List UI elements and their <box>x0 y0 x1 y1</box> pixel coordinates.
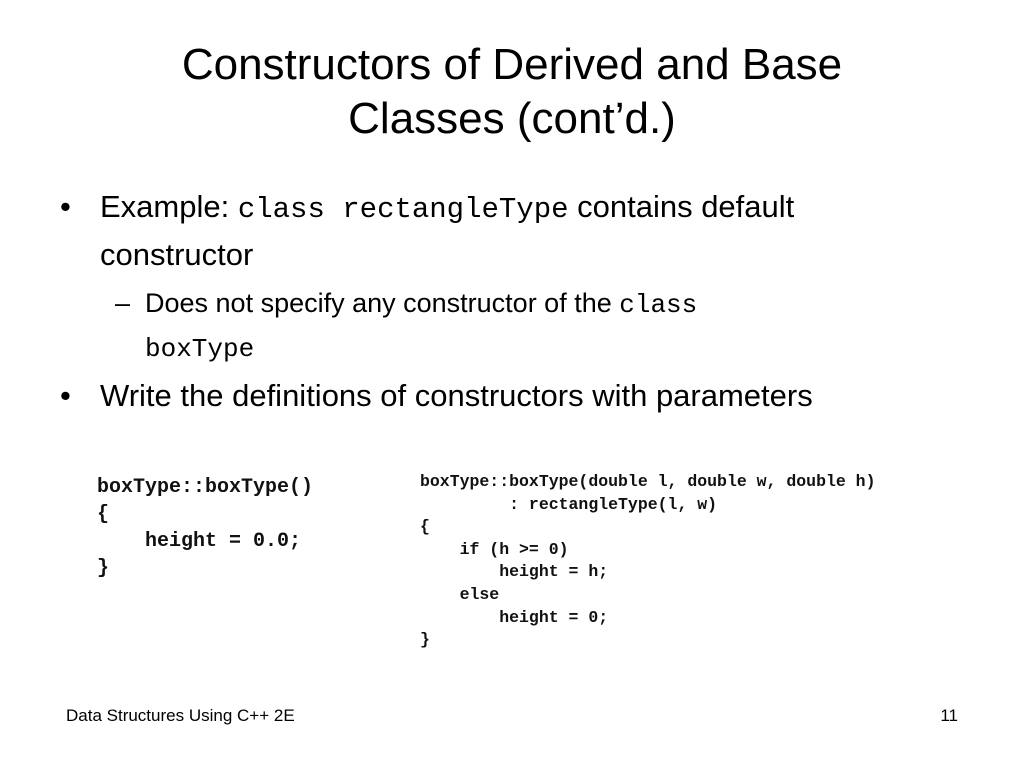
code-default-constructor: boxType::boxType() { height = 0.0; } <box>97 476 314 580</box>
sub-bullet-code-class: class <box>619 290 698 320</box>
bullet-example-line2: constructor <box>100 237 254 272</box>
bullet-example <box>60 184 980 277</box>
code-parameter-constructor: boxType::boxType(double l, double w, double h) : rectangleType(l, w) { if (h >= 0) height = h; else height = 0; } <box>420 472 876 650</box>
bullet-write-definitions-text: Write the definitions of constructors with parameters <box>100 378 813 413</box>
bullet-example-suffix: contains default <box>568 189 795 224</box>
sub-bullet-marker: – <box>115 288 131 318</box>
footer-course-title: Data Structures Using C++ 2E <box>66 706 295 725</box>
bullet-write-definitions <box>60 373 980 418</box>
sub-bullet-constructor-note <box>115 282 945 370</box>
title-line-1: Constructors of Derived and Base <box>181 40 843 89</box>
bullet-marker: • <box>60 189 71 224</box>
sub-bullet-text: Does not specify any constructor of the <box>145 288 620 318</box>
sub-bullet-code-boxtype: boxType <box>145 334 255 364</box>
bullet-example-prefix: Example: <box>100 189 238 224</box>
footer-page-number: 11 <box>940 706 958 725</box>
bullet-example-code: class rectangleType <box>237 193 569 226</box>
title-line-2: Classes (cont’d.) <box>348 94 676 143</box>
slide-title <box>60 38 964 146</box>
bullet-marker: • <box>60 378 71 413</box>
